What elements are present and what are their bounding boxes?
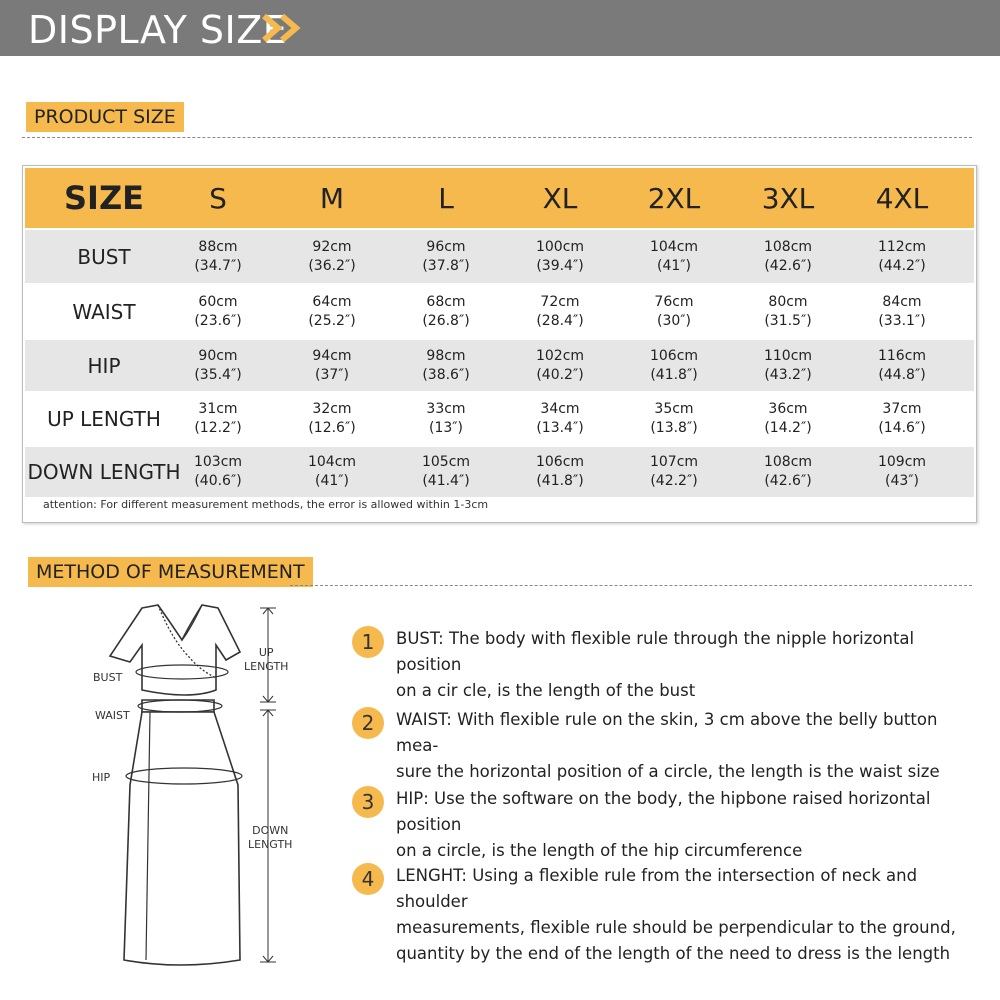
figure-label-bust: BUST	[93, 671, 123, 684]
step-number-badge: 4	[352, 863, 384, 895]
value-cm: 37cm	[882, 401, 922, 417]
table-cell	[275, 393, 389, 445]
value-cm: 80cm	[768, 293, 808, 310]
table-cell	[731, 340, 845, 391]
value-cm: 98cm	[426, 347, 466, 364]
table-row	[25, 285, 974, 338]
value-cm: 35cm	[654, 401, 694, 417]
table-cell	[503, 285, 617, 338]
value-cm: 33cm	[426, 401, 466, 417]
header-banner	[0, 0, 1000, 56]
table-cell	[617, 393, 731, 445]
value-cm: 103cm	[193, 454, 243, 470]
value-cm: 34cm	[540, 401, 580, 417]
value-cm: 76cm	[654, 293, 694, 310]
value-inch: (13.4″)	[536, 420, 584, 436]
value-cm: 96cm	[426, 238, 466, 255]
step-text: BUST: The body with flexible rule through the nipple horizontal position on a cir cle, is the length of the bust	[396, 629, 915, 700]
value-inch: (42.2″)	[650, 473, 698, 489]
value-inch: (41.8″)	[536, 473, 584, 489]
row-label: UP LENGTH	[47, 407, 161, 431]
row-label-cell	[25, 447, 183, 497]
value-cm: 94cm	[312, 347, 352, 364]
value-cm: 100cm	[535, 238, 585, 255]
value-inch: (38.6″)	[422, 366, 470, 383]
table-cell	[845, 230, 959, 283]
value-cm: 106cm	[649, 347, 699, 364]
table-row	[25, 230, 974, 283]
value-cm: 112cm	[877, 238, 927, 255]
size-header: 2XL	[647, 181, 701, 215]
value-inch: (13.8″)	[650, 420, 698, 436]
step-number-badge: 3	[352, 786, 384, 818]
value-inch: (44.2″)	[878, 257, 926, 274]
value-cm: 31cm	[198, 401, 238, 417]
value-inch: (39.4″)	[536, 257, 584, 274]
attention-note: attention: For different measurement methods, the error is allowed within 1-3cm	[43, 498, 489, 511]
divider	[290, 585, 972, 586]
table-cell	[617, 340, 731, 391]
size-header: S	[209, 181, 227, 215]
value-cm: 116cm	[877, 347, 927, 364]
value-inch: (14.2″)	[764, 420, 812, 436]
divider	[22, 137, 972, 138]
row-label: WAIST	[72, 299, 136, 324]
value-inch: (43.2″)	[764, 366, 812, 383]
value-cm: 108cm	[763, 454, 813, 470]
value-cm: 60cm	[198, 293, 238, 310]
value-inch: (43″)	[885, 473, 919, 489]
value-inch: (42.6″)	[764, 257, 812, 274]
table-cell	[845, 340, 959, 391]
size-header: 3XL	[761, 181, 815, 215]
value-inch: (31.5″)	[764, 312, 812, 329]
table-cell	[845, 393, 959, 445]
value-inch: (41.4″)	[422, 473, 470, 489]
value-inch: (34.7″)	[194, 257, 242, 274]
table-cell	[275, 285, 389, 338]
table-cell	[389, 230, 503, 283]
banner-title: DISPLAY SIZE	[28, 8, 288, 52]
value-cm: 107cm	[649, 454, 699, 470]
figure-label-down-length: DOWN LENGTH	[248, 824, 293, 851]
value-inch: (42.6″)	[764, 473, 812, 489]
value-cm: 109cm	[877, 454, 927, 470]
table-cell	[161, 230, 275, 283]
table-cell	[161, 393, 275, 445]
step-text: LENGHT: Using a flexible rule from the intersection of neck and shoulder measurements, flexible rule should be perpendicular to the ground, quantity by the end of the length of the need to dress is the length	[396, 866, 956, 963]
value-inch: (37.8″)	[422, 257, 470, 274]
table-cell	[503, 230, 617, 283]
size-header: L	[438, 181, 454, 215]
step-text: WAIST: With flexible rule on the skin, 3 cm above the belly button mea- sure the horizontal position of a circle, the length is the waist size	[396, 710, 940, 781]
table-cell	[617, 447, 731, 497]
value-inch: (33.1″)	[878, 312, 926, 329]
size-header: M	[319, 181, 345, 215]
section-label-method: METHOD OF MEASUREMENT	[28, 557, 313, 587]
row-label-cell	[25, 340, 183, 391]
table-cell	[845, 447, 959, 497]
table-cell	[275, 230, 389, 283]
value-inch: (35.4″)	[194, 366, 242, 383]
value-inch: (36.2″)	[308, 257, 356, 274]
table-cell	[275, 447, 389, 497]
table-cell	[731, 393, 845, 445]
value-cm: 106cm	[535, 454, 585, 470]
value-cm: 68cm	[426, 293, 466, 310]
row-label-cell	[25, 230, 183, 283]
step-number-badge: 2	[352, 707, 384, 739]
table-cell	[503, 393, 617, 445]
figure-label-up-length: UP LENGTH	[244, 646, 289, 673]
table-row	[25, 340, 974, 391]
table-cell	[503, 340, 617, 391]
value-cm: 90cm	[198, 347, 238, 364]
value-cm: 92cm	[312, 238, 352, 255]
value-inch: (41″)	[315, 473, 349, 489]
value-inch: (30″)	[657, 312, 691, 329]
table-row	[25, 393, 974, 445]
section-label-product-size: PRODUCT SIZE	[26, 102, 184, 132]
value-inch: (40.2″)	[536, 366, 584, 383]
table-cell	[389, 447, 503, 497]
value-inch: (44.8″)	[878, 366, 926, 383]
step-number-badge: 1	[352, 626, 384, 658]
value-inch: (37″)	[315, 366, 349, 383]
table-cell	[389, 393, 503, 445]
value-inch: (25.2″)	[308, 312, 356, 329]
table-cell	[161, 447, 275, 497]
value-inch: (26.8″)	[422, 312, 470, 329]
table-cell	[161, 285, 275, 338]
value-cm: 88cm	[198, 238, 238, 255]
table-row	[25, 447, 974, 497]
figure-label-hip: HIP	[92, 771, 111, 784]
value-inch: (40.6″)	[194, 473, 242, 489]
figure-label-waist: WAIST	[95, 709, 130, 722]
table-cell	[617, 230, 731, 283]
table-cell	[617, 285, 731, 338]
double-chevron-right-icon	[260, 12, 308, 44]
value-cm: 36cm	[768, 401, 808, 417]
value-cm: 84cm	[882, 293, 922, 310]
value-cm: 110cm	[763, 347, 813, 364]
table-cell	[731, 285, 845, 338]
value-inch: (28.4″)	[536, 312, 584, 329]
value-inch: (23.6″)	[194, 312, 242, 329]
value-cm: 104cm	[649, 238, 699, 255]
value-inch: (12.6″)	[308, 420, 356, 436]
table-cell	[389, 285, 503, 338]
row-label: DOWN LENGTH	[27, 460, 181, 484]
value-cm: 108cm	[763, 238, 813, 255]
table-cell	[845, 285, 959, 338]
value-cm: 72cm	[540, 293, 580, 310]
table-cell	[731, 447, 845, 497]
value-inch: (41″)	[657, 257, 691, 274]
value-inch: (41.8″)	[650, 366, 698, 383]
table-cell	[503, 447, 617, 497]
table-header-label: SIZE	[63, 179, 144, 217]
size-header: XL	[542, 181, 578, 215]
size-table	[22, 165, 977, 523]
row-label: BUST	[77, 244, 131, 269]
value-cm: 32cm	[312, 401, 352, 417]
value-cm: 64cm	[312, 293, 352, 310]
value-cm: 102cm	[535, 347, 585, 364]
table-cell	[731, 230, 845, 283]
size-header: 4XL	[875, 181, 929, 215]
table-cell	[161, 340, 275, 391]
table-cell	[389, 340, 503, 391]
table-header-row	[25, 168, 974, 228]
row-label: HIP	[87, 353, 121, 378]
row-label-cell	[25, 393, 183, 445]
step-text: HIP: Use the software on the body, the hipbone raised horizontal position on a circle, is the length of the hip circumference	[396, 789, 931, 860]
value-cm: 104cm	[307, 454, 357, 470]
row-label-cell	[25, 285, 183, 338]
value-inch: (14.6″)	[878, 420, 926, 436]
value-cm: 105cm	[421, 454, 471, 470]
value-inch: (13″)	[429, 420, 463, 436]
table-cell	[275, 340, 389, 391]
value-inch: (12.2″)	[194, 420, 242, 436]
